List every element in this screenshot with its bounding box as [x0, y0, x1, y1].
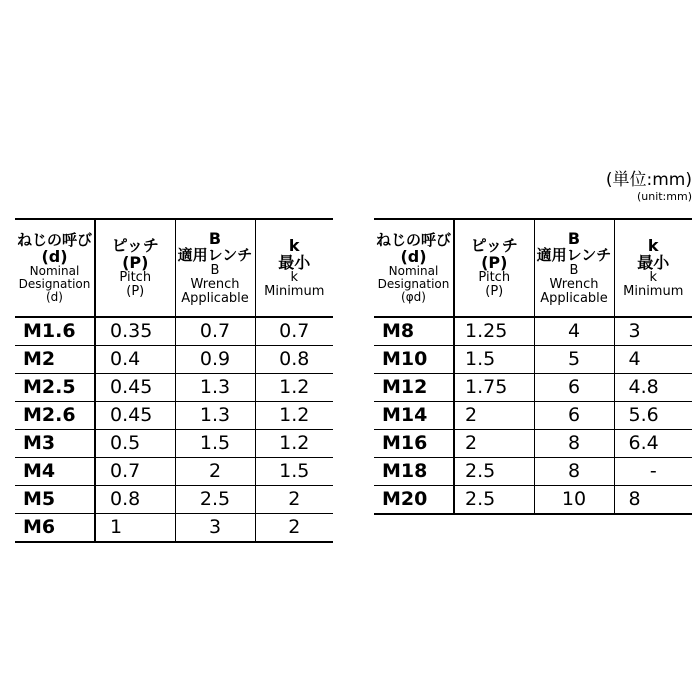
cell-pitch: 0.45 [95, 402, 175, 430]
spec-table-right [374, 218, 692, 515]
table-row [15, 458, 333, 486]
cell-designation: M20 [374, 486, 454, 515]
cell-k-min: 0.7 [255, 317, 333, 346]
header-pitch: ピッチ (P) Pitch (P) [95, 219, 175, 317]
cell-wrench: 2 [175, 458, 255, 486]
cell-designation: M12 [374, 374, 454, 402]
cell-k-min: 6.4 [614, 430, 692, 458]
cell-k-min: 2 [255, 486, 333, 514]
table-row [15, 514, 333, 543]
cell-wrench: 0.9 [175, 346, 255, 374]
cell-pitch: 0.7 [95, 458, 175, 486]
header-designation: ねじの呼び (d) Nominal Designation (φd) [374, 219, 454, 317]
cell-designation: M10 [374, 346, 454, 374]
cell-pitch: 1.5 [454, 346, 534, 374]
cell-wrench: 0.7 [175, 317, 255, 346]
cell-wrench: 8 [534, 458, 614, 486]
unit-sub: (unit:mm) [636, 190, 692, 203]
cell-wrench: 1.3 [175, 374, 255, 402]
cell-wrench: 3 [175, 514, 255, 543]
cell-pitch: 2 [454, 430, 534, 458]
cell-pitch: 2.5 [454, 458, 534, 486]
table-row [374, 402, 692, 430]
cell-pitch: 0.5 [95, 430, 175, 458]
cell-designation: M16 [374, 430, 454, 458]
cell-wrench: 1.5 [175, 430, 255, 458]
cell-k-min: 3 [614, 317, 692, 346]
header-row [15, 219, 333, 317]
cell-k-min: 1.5 [255, 458, 333, 486]
cell-pitch: 2.5 [454, 486, 534, 515]
cell-k-min: 1.2 [255, 402, 333, 430]
cell-pitch: 0.45 [95, 374, 175, 402]
table-row [374, 430, 692, 458]
table-row [374, 486, 692, 515]
cell-wrench: 6 [534, 402, 614, 430]
cell-designation: M18 [374, 458, 454, 486]
cell-pitch: 2 [454, 402, 534, 430]
cell-k-min: 2 [255, 514, 333, 543]
spec-table-left [15, 218, 333, 543]
header-k-min: k 最小 k Minimum [255, 219, 333, 317]
cell-designation: M4 [15, 458, 95, 486]
unit-label [606, 172, 692, 202]
cell-k-min: 4 [614, 346, 692, 374]
cell-designation: M2 [15, 346, 95, 374]
cell-wrench: 8 [534, 430, 614, 458]
cell-designation: M1.6 [15, 317, 95, 346]
cell-wrench: 1.3 [175, 402, 255, 430]
cell-wrench: 6 [534, 374, 614, 402]
header-wrench: B 適用レンチ B Wrench Applicable [534, 219, 614, 317]
table-row [374, 458, 692, 486]
header-wrench: B 適用レンチ B Wrench Applicable [175, 219, 255, 317]
cell-k-min: 8 [614, 486, 692, 515]
cell-designation: M6 [15, 514, 95, 543]
cell-designation: M2.6 [15, 402, 95, 430]
header-designation: ねじの呼び (d) Nominal Designation (d) [15, 219, 95, 317]
cell-designation: M14 [374, 402, 454, 430]
table-row [15, 430, 333, 458]
cell-pitch: 0.8 [95, 486, 175, 514]
cell-pitch: 1.75 [454, 374, 534, 402]
table-row [15, 346, 333, 374]
cell-pitch: 0.4 [95, 346, 175, 374]
cell-k-min: - [614, 458, 692, 486]
cell-pitch: 1 [95, 514, 175, 543]
table-row [15, 402, 333, 430]
cell-k-min: 1.2 [255, 374, 333, 402]
table-row [15, 374, 333, 402]
table-row [15, 486, 333, 514]
cell-designation: M5 [15, 486, 95, 514]
cell-wrench: 10 [534, 486, 614, 515]
cell-k-min: 5.6 [614, 402, 692, 430]
cell-wrench: 2.5 [175, 486, 255, 514]
header-k-min: k 最小 k Minimum [614, 219, 692, 317]
unit-main: (単位:mm) [605, 170, 692, 190]
cell-wrench: 5 [534, 346, 614, 374]
cell-wrench: 4 [534, 317, 614, 346]
table-row [374, 317, 692, 346]
cell-designation: M2.5 [15, 374, 95, 402]
table-row [374, 374, 692, 402]
header-pitch: ピッチ (P) Pitch (P) [454, 219, 534, 317]
cell-designation: M8 [374, 317, 454, 346]
cell-pitch: 0.35 [95, 317, 175, 346]
header-row [374, 219, 692, 317]
table-row [374, 346, 692, 374]
cell-k-min: 1.2 [255, 430, 333, 458]
cell-k-min: 0.8 [255, 346, 333, 374]
cell-designation: M3 [15, 430, 95, 458]
cell-pitch: 1.25 [454, 317, 534, 346]
table-row [15, 317, 333, 346]
cell-k-min: 4.8 [614, 374, 692, 402]
